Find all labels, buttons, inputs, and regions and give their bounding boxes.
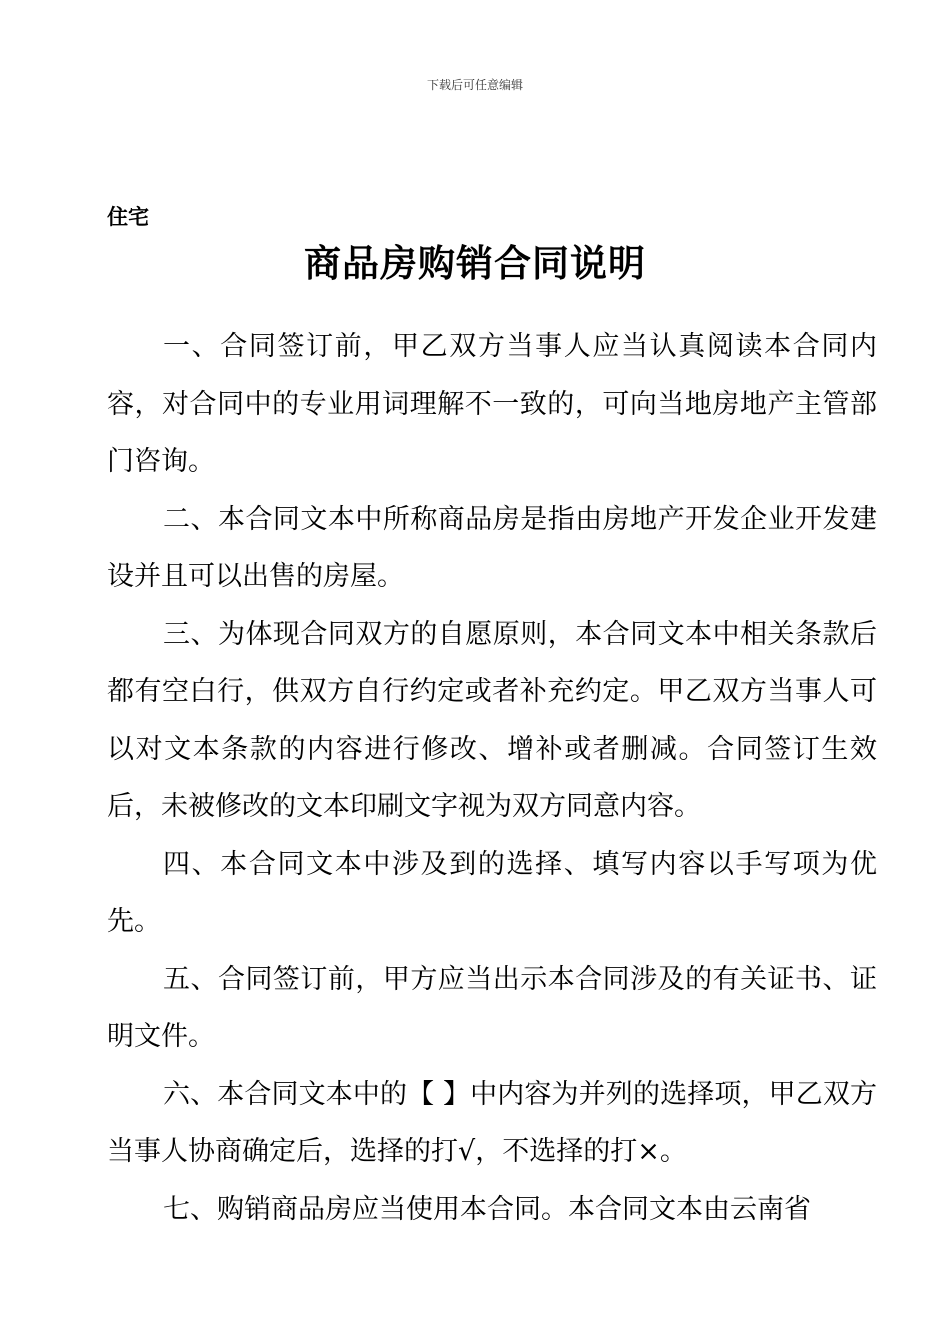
page-header-note: 下载后可任意编辑 (426, 78, 523, 92)
document-title: 商品房购销合同说明 (304, 242, 646, 285)
paragraph-clause-3: 三、为体现合同双方的自愿原则，本合同文本中相关条款后都有空白行，供双方自行约定或者补充约定。甲乙双方当事人可以对文本条款的内容进行修改、增补或者删减。合同签订生效后，未被修改的文本印刷文字视为双方同意内容。 (107, 618, 877, 822)
paragraph-clause-2: 二、本合同文本中所称商品房是指由房地产开发企业开发建设并且可以出售的房屋。 (107, 503, 877, 592)
paragraph-clause-1: 一、合同签订前，甲乙双方当事人应当认真阅读本合同内容，对合同中的专业用词理解不一致的，可向当地房地产主管部门咨询。 (107, 331, 877, 477)
document-body (107, 318, 877, 1238)
paragraph-clause-4: 四、本合同文本中涉及到的选择、填写内容以手写项为优先。 (107, 848, 877, 937)
paragraph-clause-5: 五、合同签订前，甲方应当出示本合同涉及的有关证书、证明文件。 (107, 963, 877, 1052)
document-type-label: 住宅 (107, 205, 149, 229)
paragraph-clause-7: 七、购销商品房应当使用本合同。本合同文本由云南省 (163, 1193, 811, 1225)
paragraph-clause-6: 六、本合同文本中的【 】中内容为并列的选择项，甲乙双方当事人协商确定后，选择的打√，不选择的打×。 (107, 1078, 877, 1167)
